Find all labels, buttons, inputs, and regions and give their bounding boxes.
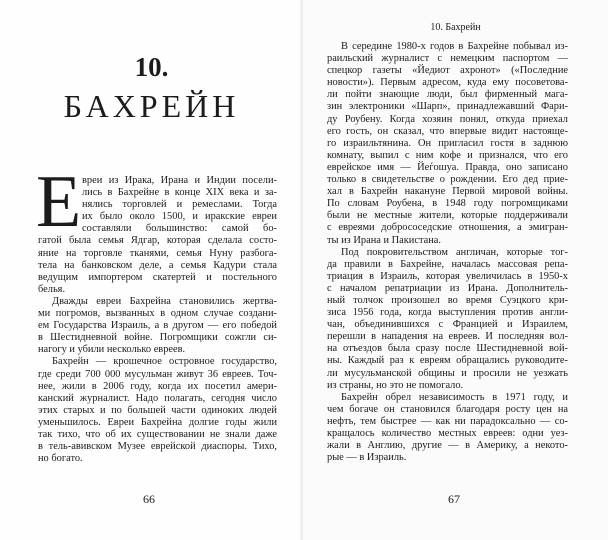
text-line: хал в Бахрейн накануне Первой мировой войны. <box>327 186 568 198</box>
paragraph <box>327 247 568 392</box>
text-line: нагогу и убили несколько евреев. <box>38 344 186 356</box>
text-line: ли пойти знающие люди, был фирменный мага- <box>327 89 568 101</box>
text-line: ты из Ирана и Пакистана. <box>327 234 442 246</box>
page-number: 66 <box>143 492 155 506</box>
text-line: рые — в Израиль. <box>327 452 407 464</box>
text-line: из страны, но это не помогало. <box>327 379 464 391</box>
text-line: на отъездов была сразу после Шестидневной вой- <box>327 343 568 355</box>
text-line: Под покровительством англичан, которые тог- <box>341 246 568 258</box>
paragraph <box>38 356 277 465</box>
text-line: где среди 700 000 мусульман живут 36 евреев. Точ- <box>38 368 277 380</box>
page-number: 67 <box>448 492 460 506</box>
text-line: еврейское имя — Йеѓошуа. Правда, оно записано <box>327 161 568 173</box>
drop-cap: Е <box>36 161 82 243</box>
text-line: чем богаче он становился благодаря росту цен на <box>327 403 568 415</box>
text-line: зиса 1956 года, когда выступления против англи- <box>327 307 568 319</box>
text-line: канский журналист. Надо полагать, сегодня число <box>38 392 277 404</box>
text-line: нялись торговлей и ремеслами. Тогда <box>82 199 277 211</box>
text-line: вреи из Ирака, Ирана и Индии посели- <box>82 175 277 186</box>
text-line: белья. <box>38 283 66 295</box>
paragraph <box>327 392 568 465</box>
text-line: комнату, выпил с ним кофе и признался, что его <box>327 149 568 161</box>
chapter-title: БАХРЕЙН <box>63 88 240 124</box>
text-line: ми погромов, вызванных в одном случае создани- <box>38 308 277 320</box>
text-line: яние на торговле тканями, семья Нуну разбога- <box>38 247 277 259</box>
text-line: триация в Израиль, которая увеличилась в 1950-х <box>327 270 568 282</box>
text-line: нефть, тем быстрее — как ни парадоксально — со- <box>327 415 568 427</box>
text-line: были не местные жители, которые поддерживали <box>327 210 568 222</box>
text-line: в тель-авивском Музее еврейской диаспоры. Тихо, <box>38 441 277 453</box>
text-line: новости»). Первым адресом, куда ему посоветова- <box>327 77 568 89</box>
running-head: 10. Бахрейн <box>430 22 481 33</box>
chapter-number: 10. <box>134 52 169 82</box>
paragraph <box>327 41 568 247</box>
text-line: с евреями добрососедские отношения, а эмигран- <box>327 222 568 234</box>
text-line: да правили в Бахрейне, началась массовая репа- <box>327 258 568 270</box>
text-line: раильский журналист с немецким паспортом — <box>327 53 568 65</box>
text-line: Бахрейн — крошечное островное государство, <box>52 356 277 368</box>
text-line: В середине 1980-х годов в Бахрейне побывал из- <box>341 41 568 52</box>
text-line: чан, объединившихся с Францией и Израилем, <box>327 319 568 331</box>
text-line: их было около 1500, и иракские евреи <box>82 211 277 223</box>
text-line: жали в Англию, другие — в Америку, а некото- <box>327 440 568 452</box>
paragraph <box>38 175 277 296</box>
paragraph <box>38 296 277 356</box>
text-line: нее, жили в 2006 году, когда их посетил амери- <box>38 380 277 392</box>
text-line: тела на банковском деле, а семья Кадури стала <box>38 259 277 271</box>
text-line: так тихо, что об их существовании не знали даже <box>38 428 277 440</box>
text-line: только в свидетельстве о рождении. Его дед прие- <box>327 174 568 186</box>
text-line: составляли большинство: самой бо- <box>82 223 277 235</box>
text-line: гатой была семья Ядгар, которая сделала состо- <box>38 235 277 247</box>
text-line: уменьшилось. Евреи Бахрейна долгие годы жили <box>38 416 277 428</box>
text-line: ем Государства Израиль, а в другом — его победой <box>38 320 277 332</box>
text-line: в Шестидневной войне. Погромщики сожгли си- <box>38 332 277 344</box>
text-line: кращалось количество местных евреев: одни уез- <box>327 428 568 439</box>
text-line: спецкор газеты «Йедиот ахронот» («Последние <box>327 65 568 77</box>
left-page <box>0 0 303 540</box>
body-text <box>38 175 277 465</box>
text-line: перешли в нападения на евреев. И последняя вол- <box>327 331 568 343</box>
text-line: но богато. <box>38 453 83 465</box>
text-line: го израильтянина. Он пригласил гостя в заднюю <box>327 137 568 149</box>
text-line: его гость, он сказал, что впервые видит настояще- <box>327 125 568 137</box>
text-line: ду Роубену. Когда хозяин понял, откуда приехал <box>327 113 568 125</box>
text-line: лись в Бахрейне в конце XIX века и за- <box>82 187 277 199</box>
text-line: ли мусульманской общины и просили не уезжать <box>327 367 568 379</box>
text-line: Дважды евреи Бахрейна становились жертва- <box>52 295 277 307</box>
text-line: с началом репатриации из Ирана. Дополнитель- <box>327 282 568 294</box>
body-text <box>327 41 568 464</box>
text-line: ный толчок произошел во время Суэцкого кри- <box>327 294 568 306</box>
text-line: ны. Каждый раз к евреям обращались руководите- <box>327 355 568 367</box>
right-page <box>303 0 608 540</box>
text-line: зин электроники «Шарп», принадлежавший Фари- <box>327 101 568 113</box>
text-line: этих старых и по большей части одиноких людей <box>38 404 277 416</box>
text-line: ведущим импортером скатертей и постельного <box>38 271 277 283</box>
text-line: По словам Роубена, в 1948 году погромщиками <box>327 198 568 210</box>
text-line: Бахрейн обрел независимость в 1971 году, и <box>341 391 568 403</box>
